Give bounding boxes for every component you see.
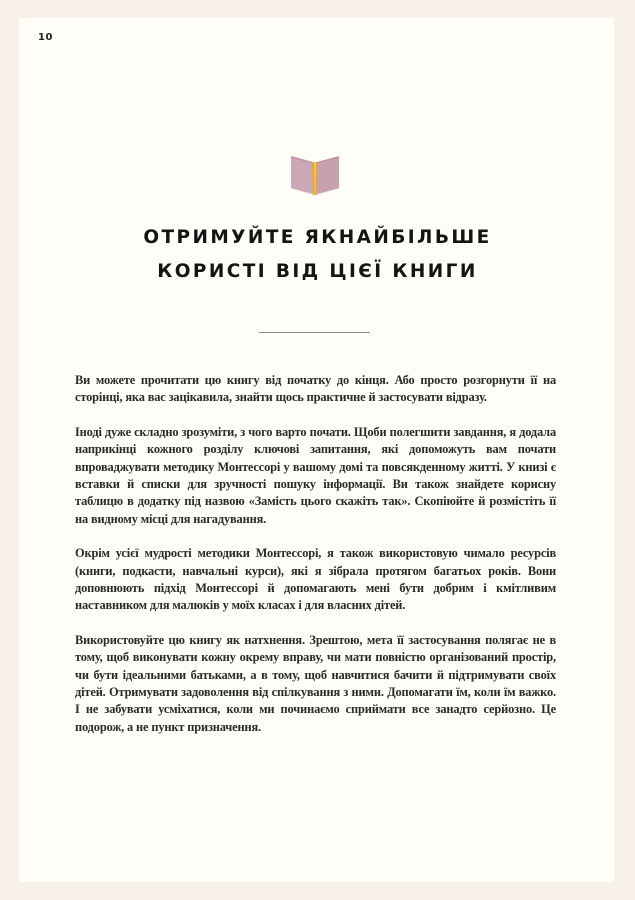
paragraph: Ви можете прочитати цю книгу від початку до кінця. Або просто розгорнути її на сторінці, яка вас зацікавила, знайти щось практичне й застосувати відразу. <box>75 373 556 405</box>
divider <box>259 332 370 333</box>
body-text <box>75 372 556 753</box>
open-book-icon <box>289 151 341 197</box>
heading-line-1: ОТРИМУЙТЕ ЯКНАЙБІЛЬШЕ <box>143 227 492 248</box>
paragraph: Окрім усієї мудрості методики Монтессорі, я також використовую чимало ресурсів (книги, подкасти, навчальні курси), які я зібрала протягом багатьох років. Вони доповнюють підхід Монтессорі й допомагають мені бути добрим і кмітливим наставником для малюків у моїх класах і для власних дітей. <box>75 546 556 613</box>
paragraph: Використовуйте цю книгу як натхнення. Зрештою, мета її застосування полягає не в тому, щоб виконувати кожну окрему вправу, чи мати повністю організований простір, чи бути ідеальними батьками, а в тому, щоб навчитися бачити й підтримувати своїх дітей. Отримувати задоволення від спілкування з ними. Допомагати їм, коли їм важко. І не забувати усміхатися, коли ми починаємо сприймати все занадто серйозно. Це подорож, а не пункт призначення. <box>75 633 556 734</box>
page-number: 10 <box>38 32 53 43</box>
paragraph: Іноді дуже складно зрозуміти, з чого варто почати. Щоби полегшити завдання, я додала наприкінці кожного розділу ключові запитання, які допоможуть вам почати впроваджувати методику Монтессорі у вашому домі та повсякденному житті. У книзі є вставки й списки для зручності пошуку інформації. Ви також знайдете корисну таблицю в додатку під назвою «Замість цього скажіть так». Скопіюйте й розмістіть її на видному місці для нагадування. <box>75 425 556 526</box>
heading-line-2: КОРИСТІ ВІД ЦІЄЇ КНИГИ <box>157 261 478 282</box>
